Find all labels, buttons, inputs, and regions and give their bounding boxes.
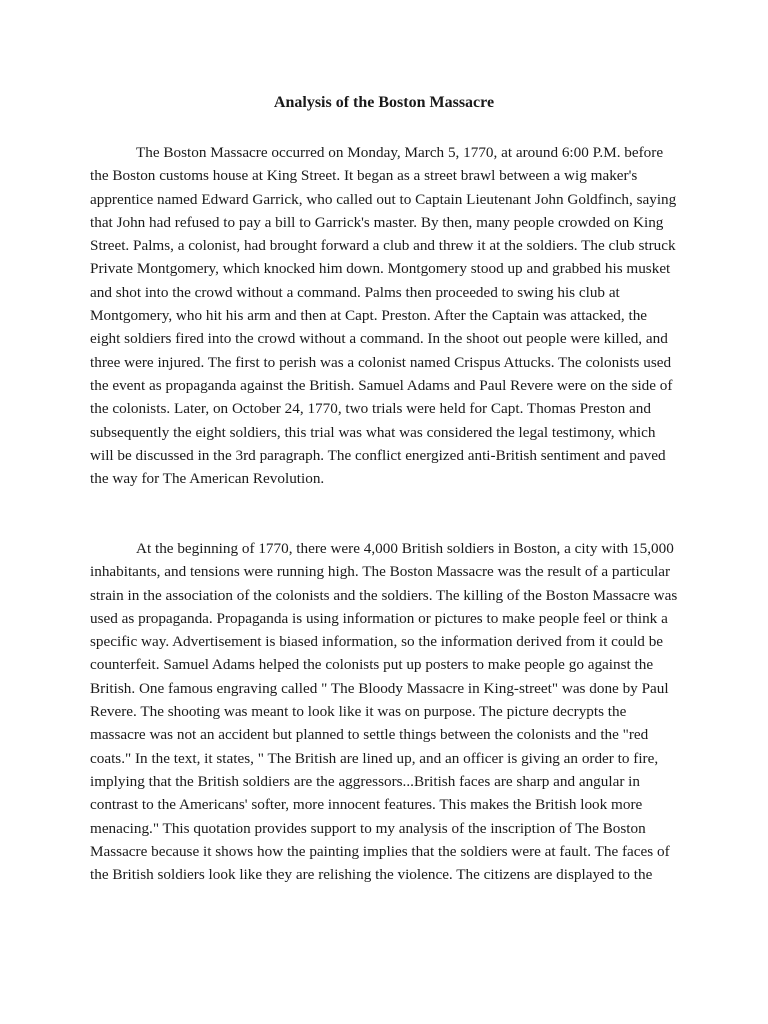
paragraph-1: The Boston Massacre occurred on Monday, March 5, 1770, at around 6:00 P.M. before the Boston customs house at King Street. It began as a street brawl between a wig maker's apprentice named Edward Garrick, who called out to Captain Lieutenant John Goldfinch, saying that John had refused to pay a bill to Garrick's master. By then, many people crowded on King Street. Palms, a colonist, had brought forward a club and threw it at the soldiers. The club struck Private Montgomery, which knocked him down. Montgomery stood up and grabbed his musket and shot into the crowd without a command. Palms then proceeded to swing his club at Montgomery, who hit his arm and then at Capt. Preston. After the Captain was attacked, the eight soldiers fired into the crowd without a command. In the shoot out people were killed, and three were injured. The first to perish was a colonist named Crispus Attucks. The colonists used the event as propaganda against the British. Samuel Adams and Paul Revere were on the side of the colonists. Later, on October 24, 1770, two trials were held for Capt. Thomas Preston and subsequently the eight soldiers, this trial was what was considered the legal testimony, which will be discussed in the 3rd paragraph. The conflict energized anti-British sentiment and paved the way for The American Revolution.: [90, 144, 677, 488]
document-title: Analysis of the Boston Massacre: [273, 94, 495, 111]
paragraph-2: At the beginning of 1770, there were 4,000 British soldiers in Boston, a city with 15,000 inhabitants, and tensions were running high. The Boston Massacre was the result of a particular strain in the association of the colonists and the soldiers. The killing of the Boston Massacre was used as propaganda. Propaganda is using information or pictures to make people feel or think a specific way. Advertisement is biased information, so the information derived from it could be counterfeit. Samuel Adams helped the colonists put up posters to make people go against the British. One famous engraving called " The Bloody Massacre in King-street" was done by Paul Revere. The shooting was meant to look like it was on purpose. The picture decrypts the massacre was not an accident but planned to settle things between the colonists and the "red coats." In the text, it states, " The British are lined up, and an officer is giving an order to fire, implying that the British soldiers are the aggressors...British faces are sharp and angular in contrast to the Americans' softer, more innocent features. This makes the British look more menacing." This quotation provides support to my analysis of the inscription of The Boston Massacre because it shows how the painting implies that the soldiers were at fault. The faces of the British soldiers look like they are relishing the violence. The citizens are displayed to the: [90, 540, 678, 884]
